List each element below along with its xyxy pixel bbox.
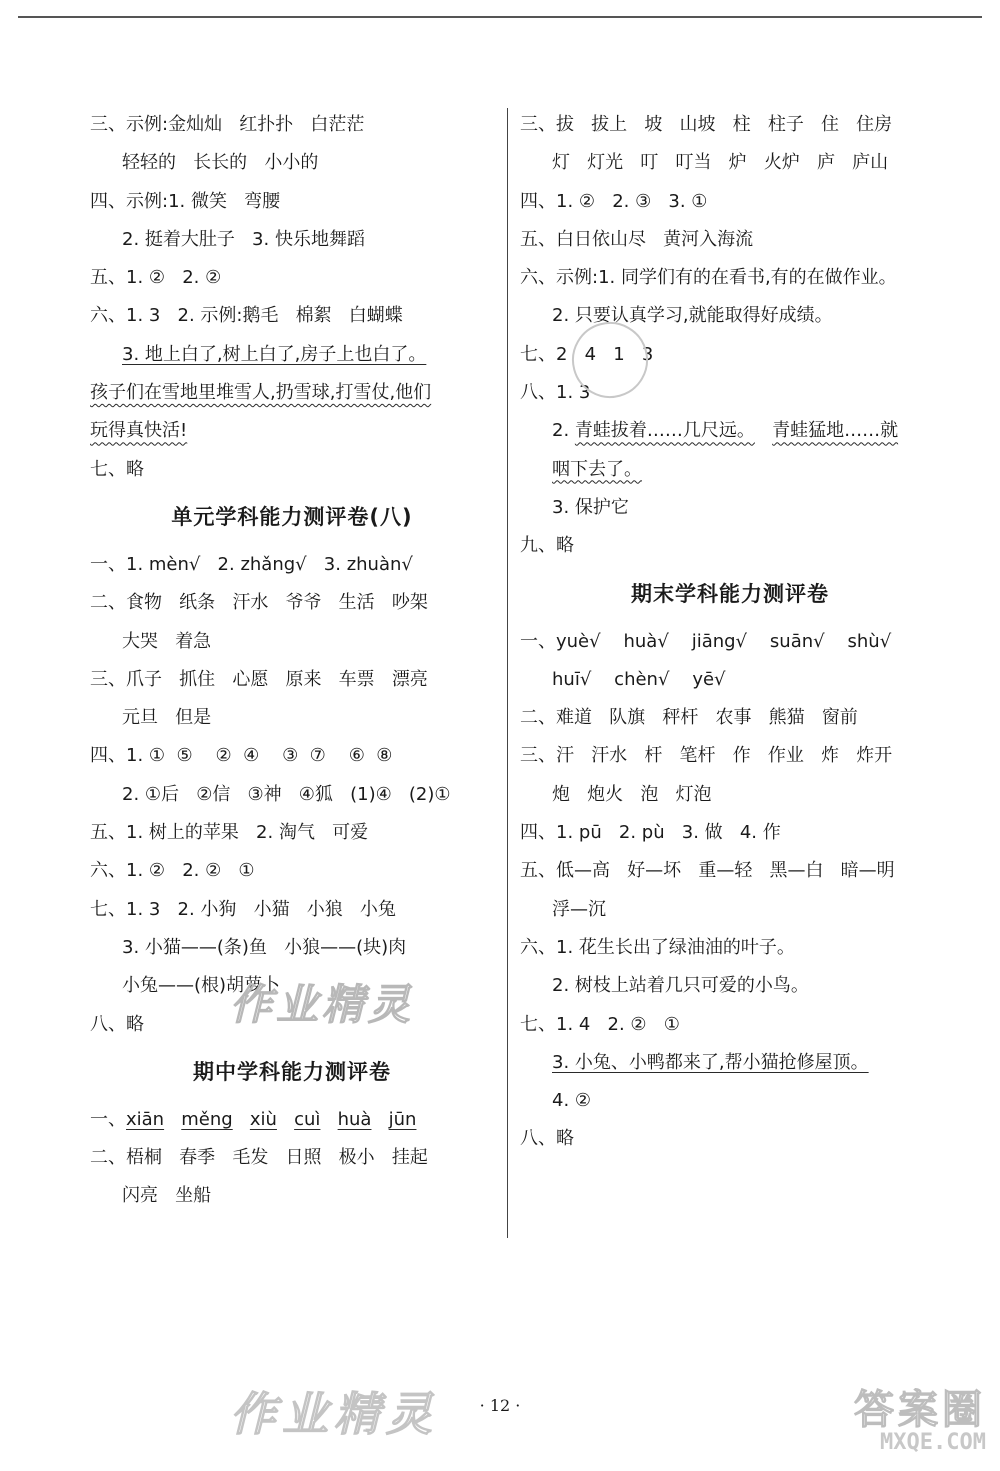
answer-line: 七、1. 3 2. 小狗 小猫 小狼 小兔 [90, 898, 396, 920]
answer-line: 3. 保护它 [552, 496, 629, 518]
answer-line: 2. ①后 ②信 ③神 ④狐 (1)④ (2)① [122, 783, 451, 805]
answer-line: 浮—沉 [552, 898, 606, 920]
pinyin-answer: xiù [249, 1108, 277, 1130]
answer-line: 四、1. ① ⑤ ② ④ ③ ⑦ ⑥ ⑧ [90, 745, 393, 767]
column-divider [507, 108, 508, 1238]
answer-line: 闪亮 坐船 [122, 1185, 212, 1207]
pinyin-answer: xiān [126, 1108, 165, 1130]
answer-line: 灯 灯光 叮 叮当 炉 火炉 庐 庐山 [552, 152, 889, 174]
answer-line: 五、低—高 好—坏 重—轻 黑—白 暗—明 [520, 860, 895, 882]
watermark: 作业精灵 [230, 980, 415, 1029]
answer-line: 2. 只要认真学习,就能取得好成绩。 [552, 305, 833, 327]
answer-line: 炮 炮火 泡 灯泡 [552, 783, 712, 805]
answer-line: 2. 挺着大肚子 3. 快乐地舞蹈 [122, 228, 365, 250]
answer-line [90, 412, 500, 450]
answer-line: 三、爪子 抓住 心愿 原来 车票 漂亮 [90, 668, 428, 690]
top-rule [18, 16, 982, 18]
section-heading: 单元学科能力测评卷(八) [171, 504, 413, 529]
pinyin-answer: měng [181, 1108, 233, 1130]
logo-title: 答案圈 [854, 1387, 986, 1433]
item-number: 2. [552, 420, 575, 442]
answer-line: 八、1. 3 [520, 382, 591, 404]
answer-line: 五、白日依山尽 黄河入海流 [520, 228, 754, 250]
answer-line: 轻轻的 长长的 小小的 [122, 152, 319, 174]
answer-line: 一、yuè√ huà√ jiāng√ suān√ shù√ [520, 630, 892, 652]
answer-line: 四、1. pū 2. pù 3. 做 4. 作 [520, 822, 781, 844]
answer-line: 六、示例:1. 同学们有的在看书,有的在做作业。 [520, 267, 897, 289]
answer-line: 八、略 [90, 1013, 144, 1035]
answer-line: 七、略 [90, 458, 144, 480]
answer-line: 3. 小猫——(条)鱼 小狼——(块)肉 [122, 936, 407, 958]
answer-line: 三、示例:金灿灿 红扑扑 白茫茫 [90, 114, 365, 135]
answer-line: 七、2 4 1 3 [520, 343, 654, 365]
page-number: · 12 · [479, 1396, 521, 1415]
answer-line: 2. 树枝上站着几只可爱的小鸟。 [552, 975, 809, 997]
site-logo [806, 1378, 986, 1464]
answer-line: 八、略 [520, 1128, 574, 1150]
pinyin-answer: huà [337, 1108, 372, 1130]
wavy-underlined-answer: 青蛙猛地……就 [772, 420, 899, 442]
answer-line: 二、食物 纸条 汗水 爷爷 生活 吵架 [90, 592, 428, 614]
answer-line: 五、1. ② 2. ② [90, 267, 222, 289]
answer-line [90, 1101, 500, 1139]
wavy-underlined-answer: 青蛙拔着……几尺远。 [574, 420, 755, 442]
logo-url: MXQE.COM [880, 1430, 986, 1455]
section-heading: 期中学科能力测评卷 [193, 1059, 391, 1084]
answer-line [520, 1044, 940, 1082]
answer-line: 四、示例:1. 微笑 弯腰 [90, 190, 281, 212]
underlined-answer: 3. 小兔、小鸭都来了,帮小猫抢修屋顶。 [552, 1051, 869, 1073]
answer-line: 二、难道 队旗 秤杆 农事 熊猫 窗前 [520, 707, 858, 729]
underlined-answer: 3. 地上白了,树上白了,房子上也白了。 [122, 343, 427, 365]
answer-line: 六、1. ② 2. ② ① [90, 860, 255, 882]
answer-line: 4. ② [552, 1090, 592, 1112]
answer-line: 一、1. mèn√ 2. zhǎng√ 3. zhuàn√ [90, 553, 413, 575]
answer-line: 七、1. 4 2. ② ① [520, 1013, 680, 1035]
wavy-underlined-answer: 孩子们在雪地里堆雪人,扔雪球,打雪仗,他们 [90, 382, 432, 404]
answer-line: 六、1. 花生长出了绿油油的叶子。 [520, 936, 795, 958]
question-number: 一、 [90, 1108, 126, 1130]
watermark: 作业精灵 [230, 1387, 438, 1441]
answer-line [90, 336, 500, 374]
left-column [90, 106, 500, 1216]
answer-line: 三、拔 拔上 坡 山坡 柱 柱子 住 住房 [520, 114, 893, 135]
answer-line: 大哭 着急 [122, 630, 212, 652]
section-heading: 期末学科能力测评卷 [631, 581, 829, 606]
answer-line: 小兔——(根)胡萝卜 [122, 975, 281, 997]
wavy-underlined-answer: 玩得真快活! [90, 420, 188, 442]
answer-line: 五、1. 树上的苹果 2. 淘气 可爱 [90, 822, 369, 844]
answer-line: 二、梧桐 春季 毛发 日照 极小 挂起 [90, 1147, 428, 1169]
wavy-underlined-answer: 咽下去了。 [552, 458, 642, 480]
answer-line [520, 451, 940, 489]
pinyin-answer: cuì [294, 1108, 321, 1130]
answer-line: 元旦 但是 [122, 707, 212, 729]
answer-line: 六、1. 3 2. 示例:鹅毛 棉絮 白蝴蝶 [90, 305, 403, 327]
pinyin-answer: jūn [388, 1108, 417, 1130]
answer-line: 九、略 [520, 535, 574, 557]
answer-line: huī√ chèn√ yē√ [552, 668, 726, 690]
right-column [520, 106, 940, 1159]
answer-line [520, 412, 940, 450]
answer-line: 四、1. ② 2. ③ 3. ① [520, 190, 708, 212]
answer-line [90, 374, 500, 412]
answer-line: 三、汗 汗水 杆 笔杆 作 作业 炸 炸开 [520, 745, 893, 767]
